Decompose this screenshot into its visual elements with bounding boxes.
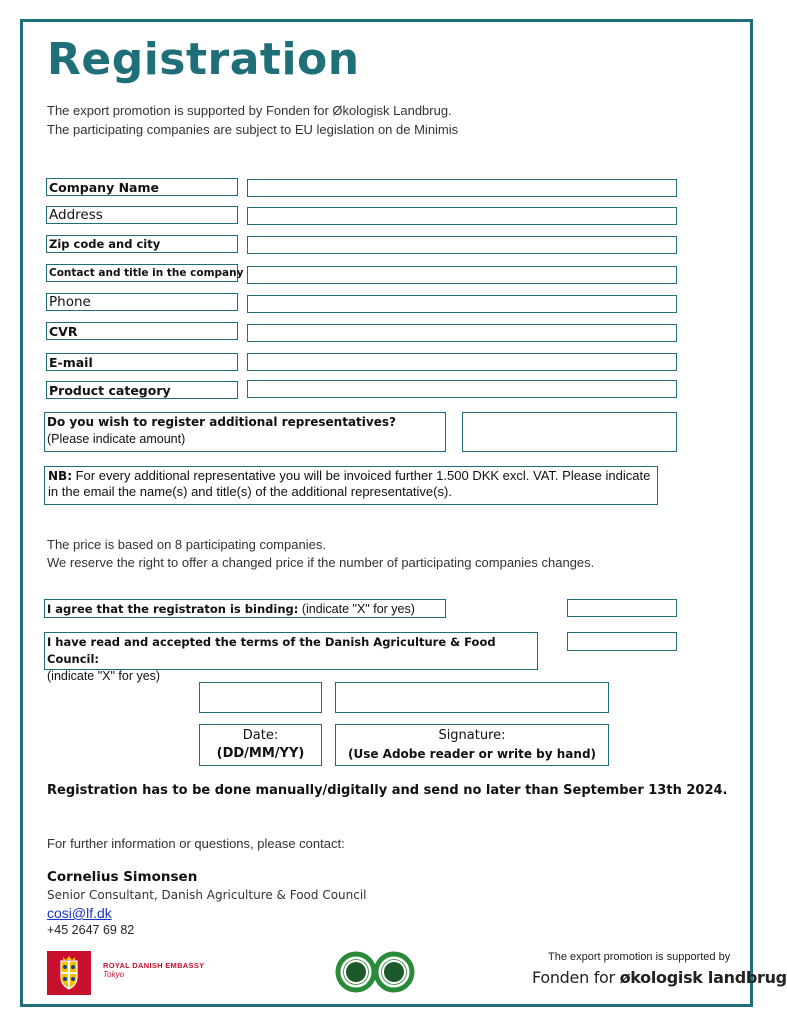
agree-binding-hint: (indicate "X" for yes) xyxy=(298,602,415,616)
page-title: Registration xyxy=(47,34,360,85)
contact-email-link[interactable]: cosi@lf.dk xyxy=(47,905,112,921)
intro-line-1: The export promotion is supported by Fonden for Økologisk Landbrug. xyxy=(47,103,452,118)
address-field[interactable] xyxy=(247,207,677,225)
signature-field[interactable] xyxy=(335,682,609,713)
embassy-crest-icon xyxy=(47,951,91,995)
embassy-city: Tokyo xyxy=(103,970,125,979)
date-label: Date: xyxy=(242,728,279,743)
additional-hint: (Please indicate amount) xyxy=(47,432,186,446)
accept-terms-bold: I have read and accepted the terms of the Danish Agriculture & Food Council: xyxy=(47,635,496,666)
additional-question: Do you wish to register additional representatives? xyxy=(47,415,396,429)
contact-title-label: Contact and title in the company xyxy=(46,264,238,282)
additional-representatives-box xyxy=(44,412,446,452)
intro-line-2: The participating companies are subject to EU legislation on de Minimis xyxy=(47,122,459,137)
contact-title: Senior Consultant, Danish Agriculture & Food Council xyxy=(47,888,367,902)
phone-field[interactable] xyxy=(247,295,677,313)
signature-label: Signature: xyxy=(438,728,506,743)
contact-intro: For further information or questions, please contact: xyxy=(47,836,345,851)
accept-terms-checkbox[interactable] xyxy=(567,632,677,651)
product-category-label: Product category xyxy=(46,381,238,399)
accept-terms-label xyxy=(44,632,538,683)
agree-binding-checkbox[interactable] xyxy=(567,599,677,617)
fonden-prefix: Fonden for xyxy=(532,968,620,987)
address-label: Address xyxy=(46,206,238,224)
phone-label: Phone xyxy=(46,293,238,311)
contact-phone: +45 2647 69 82 xyxy=(47,923,135,937)
date-label-box xyxy=(199,724,322,766)
fonden-bold: økologisk landbrug xyxy=(619,968,787,987)
zip-city-label: Zip code and city xyxy=(46,235,238,253)
cvr-field[interactable] xyxy=(247,324,677,342)
company-name-label: Company Name xyxy=(46,178,238,196)
nb-note xyxy=(44,466,658,505)
supported-by-text: The export promotion is supported by xyxy=(548,951,731,963)
product-category-field[interactable] xyxy=(247,380,677,398)
email-label: E-mail xyxy=(46,353,238,371)
nb-text: For every additional representative you will be invoiced further 1.500 DKK excl. VAT. Please indicate in the email the name(s) and title(s) of the additional representative(s). xyxy=(48,468,651,499)
cvr-label: CVR xyxy=(46,322,238,340)
zip-city-field[interactable] xyxy=(247,236,677,254)
agree-binding-label xyxy=(44,599,446,618)
nb-prefix: NB: xyxy=(48,469,72,483)
deadline-notice: Registration has to be done manually/digitally and send no later than September 13th 2024. xyxy=(47,783,728,798)
accept-terms-hint: (indicate "X" for yes) xyxy=(47,669,161,683)
landbrug-fodevarer-logo-icon xyxy=(336,949,414,995)
date-format: (DD/MM/YY) xyxy=(216,746,305,761)
signature-label-box xyxy=(335,724,609,766)
date-field[interactable] xyxy=(199,682,322,713)
price-line-2: We reserve the right to offer a changed price if the number of participating companies changes. xyxy=(47,555,595,570)
company-name-field[interactable] xyxy=(247,179,677,197)
embassy-name: ROYAL DANISH EMBASSY xyxy=(103,961,205,970)
contact-title-field[interactable] xyxy=(247,266,677,284)
additional-amount-field[interactable] xyxy=(462,412,677,452)
email-field[interactable] xyxy=(247,353,677,371)
contact-name: Cornelius Simonsen xyxy=(47,869,198,885)
agree-binding-bold: I agree that the registraton is binding: xyxy=(47,602,299,616)
page-frame xyxy=(20,19,753,1007)
signature-hint: (Use Adobe reader or write by hand) xyxy=(347,747,597,761)
fonden-logo-text xyxy=(532,968,787,987)
price-line-1: The price is based on 8 participating companies. xyxy=(47,537,326,552)
